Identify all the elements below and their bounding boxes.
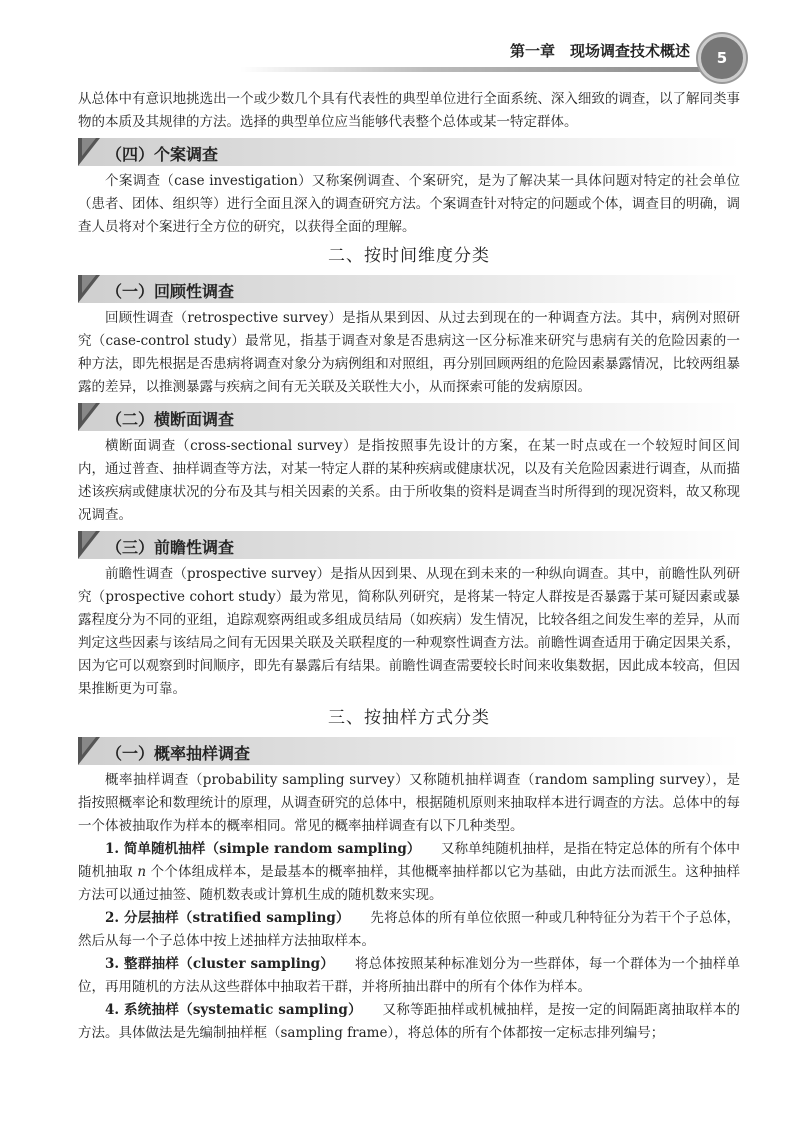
- paragraph: 前瞻性调查（prospective survey）是指从因到果、从现在到未来的一种纵向调查。其中，前瞻性队列研究（prospective cohort study）最为常见，简称队列研究，是将某一特定人群按是否暴露于某可疑因素或暴露程度分为不同的亚组，追踪观察两组或多组成员结局（如疾病）发生情况，比较各组之间发生率的差异，从而判定这些因素与该结局之间有无因果关联及关联程度的一种观察性调查方法。前瞻性调查适用于确定因果关系，因为它可以观察到时间顺序，即先有暴露后有结果。前瞻性调查需要较长时间来收集数据，因此成本较高，但因果推断更为可靠。: [78, 566, 740, 697]
- item-lead: 2. 分层抽样（stratified sampling）: [105, 910, 343, 926]
- subchapter-heading: 三、按抽样方式分类: [328, 708, 490, 728]
- item-text: 先将总体的所有单位依照一种或几种特征分为若干个子总体，然后从每一个子总体中按上述抽样方法抽取样本。: [78, 910, 741, 949]
- section-marker-accent-icon: [82, 403, 96, 421]
- paragraph: 从总体中有意识地挑选出一个或少数几个具有代表性的典型单位进行全面系统、深入细致的调查，以了解同类事物的本质及其规律的方法。选择的典型单位应当能够代表整个总体或某一特定群体。: [78, 91, 740, 130]
- item-lead: 1. 简单随机抽样（simple random sampling）: [105, 841, 414, 857]
- page-header: [0, 0, 800, 80]
- list-item: [78, 838, 740, 907]
- item-text: 个个体组成样本，是最基本的概率抽样，其他概率抽样都以它为基础，由此方法而派生。这种抽样方法可以通过抽签、随机数表或计算机生成的随机数来实现。: [78, 864, 740, 903]
- section-marker-accent-icon: [82, 138, 96, 156]
- paragraph: 横断面调查（cross-sectional survey）是指按照事先设计的方案，在某一时点或在一个较短时间区间内，通过普查、抽样调查等方法，对某一特定人群的某种疾病或健康状况，以及有关危险因素进行调查，从而描述该疾病或健康状况的分布及其与相关因素的关系。由于所收集的资料是调查当时所得到的现况资料，故又称现况调查。: [78, 438, 740, 523]
- chapter-title: 第一章 现场调查技术概述: [509, 42, 690, 60]
- header-rule: [240, 67, 710, 72]
- section-marker-accent-icon: [82, 275, 96, 293]
- section-marker-accent-icon: [82, 531, 96, 549]
- paragraph: 概率抽样调查（probability sampling survey）又称随机抽样调查（random sampling survey），是指按照概率论和数理统计的原理，从调查研究的总体中，根据随机原则来抽取样本进行调查的方法。总体中的每一个体被抽取作为样本的概率相同。常见的概率抽样调查有以下几种类型。: [78, 772, 740, 834]
- page-number-badge: [698, 34, 746, 82]
- list-item: [78, 999, 740, 1045]
- list-item: [78, 953, 740, 999]
- section-marker-accent-icon: [82, 737, 96, 755]
- section-title: （一）回顾性调查: [106, 282, 235, 301]
- item-lead: 4. 系统抽样（systematic sampling）: [105, 1002, 356, 1018]
- paragraph: 回顾性调查（retrospective survey）是指从果到因、从过去到现在的一种调查方法。其中，病例对照研究（case-control study）最常见，指基于调查对象是否患病这一区分标准来研究与患病有关的危险因素的一种方法，即先根据是否患病将调查对象分为病例组和对照组，再分别回顾两组的危险因素暴露情况，比较两组暴露的差异，以推测暴露与疾病之间有无关联及关联性大小，从而探索可能的发病原因。: [78, 310, 740, 395]
- item-text: 将总体按照某种标准划分为一些群体，每一个群体为一个抽样单位，再用随机的方法从这些群体中抽取若干群，并将所抽出群中的所有个体作为样本。: [78, 956, 741, 995]
- section-title: （三）前瞻性调查: [106, 538, 235, 557]
- section-heading: [78, 138, 740, 166]
- section-title: （四）个案调查: [106, 145, 219, 164]
- section-heading: [78, 531, 740, 559]
- paragraph: 个案调查（case investigation）又称案例调查、个案研究，是为了解决某一具体问题对特定的社会单位（患者、团体、组织等）进行全面且深入的调查研究方法。个案调查针对特定的问题或个体，调查目的明确，调查人员将对个案进行全方位的研究，以获得全面的理解。: [78, 173, 740, 235]
- item-text: 又称等距抽样或机械抽样，是按一定的间隔距离抽取样本的方法。具体做法是先编制抽样框（sampling frame），将总体的所有个体都按一定标志排列编号；: [78, 1002, 741, 1041]
- item-text: 又称单纯随机抽样，是指在特定总体的所有个体中随机抽取: [78, 841, 741, 880]
- section-heading: [78, 275, 740, 303]
- page-number: 5: [716, 49, 728, 67]
- item-lead: 3. 整群抽样（cluster sampling）: [105, 956, 328, 972]
- section-heading: [78, 737, 740, 765]
- section-heading: [78, 403, 740, 431]
- section-title: （一）概率抽样调查: [106, 744, 251, 763]
- list-item: [78, 907, 740, 953]
- subchapter-heading: 二、按时间维度分类: [328, 246, 490, 266]
- section-title: （二）横断面调查: [106, 410, 235, 429]
- page-body: [78, 88, 740, 1045]
- variable-n: n: [137, 864, 147, 880]
